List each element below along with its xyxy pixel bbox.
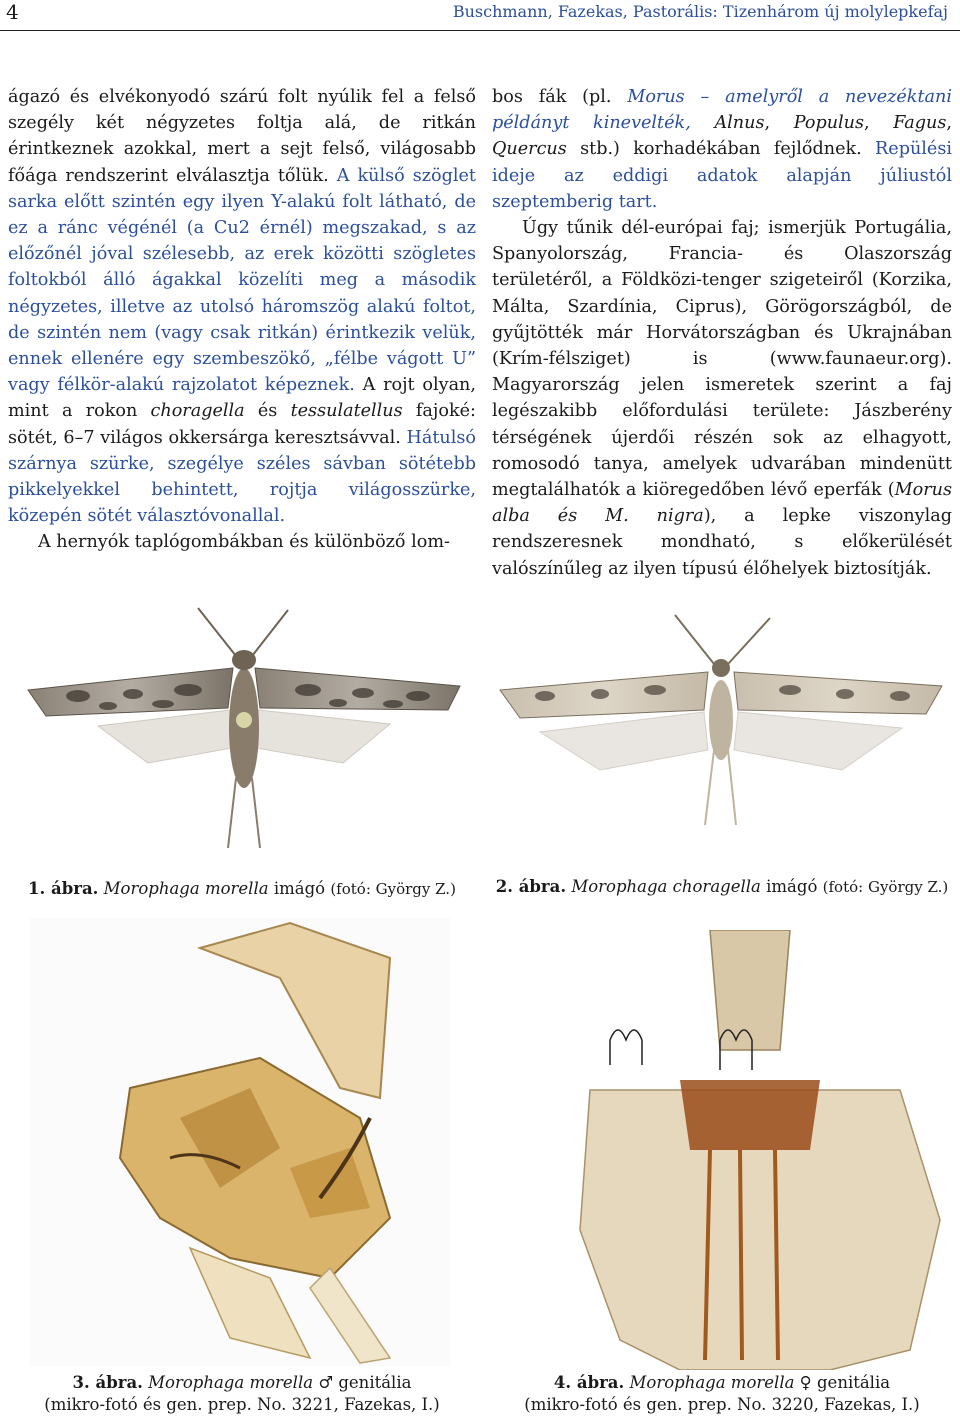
right-paragraph-1-run: , bbox=[946, 113, 953, 134]
left-paragraph-1-run: Hátulsó szárnya szürke, szegélye széles sávban sötétebb pikkelyekkel behintett, rojtja világosszürke, közepén sötét választóvonallal. bbox=[8, 427, 476, 527]
running-title: Buschmann, Fazekas, Pastorális: Tizenhárom új molylepkefaj bbox=[452, 2, 948, 21]
figure-2-caption: 2. ábra. Morophaga choragella imágó (fotó: György Z.) bbox=[495, 877, 949, 896]
right-paragraph-2-run: és bbox=[529, 506, 606, 527]
left-paragraph-1-run: A rojt olyan, mint a rokon bbox=[8, 375, 476, 422]
figure-2-moth-photo bbox=[490, 610, 952, 840]
right-paragraph-1-run: Alnus bbox=[714, 113, 765, 134]
right-paragraph-2-run: M. nigra bbox=[605, 506, 704, 527]
left-paragraph-1-run: choragella bbox=[150, 401, 245, 422]
right-paragraph-1-run: Morus bbox=[627, 87, 685, 107]
right-paragraph-1-run: Populus bbox=[793, 113, 865, 134]
right-paragraph-1-run: Fagus bbox=[893, 113, 947, 134]
right-column bbox=[492, 84, 952, 582]
right-paragraph-1-run: Quercus bbox=[492, 139, 567, 160]
right-paragraph-2-run: ), a lepke viszonylag rendszeresnek mondható, s előkerülését valószínűleg az ilyen típusú élőhelyek biztosítják. bbox=[492, 506, 952, 579]
right-paragraph-1 bbox=[492, 84, 952, 215]
right-paragraph-2-run: Úgy tűnik dél-európai faj; ismerjük Portugália, Spanyolország, Francia- és Olaszország területéről, a Földközi-tenger szigeteiről (Korzika, Málta, Szardínia, Ciprus), Görögországból, de gyűjtötték már Horvátországban és Ukrajnában (Krím-félsziget) is (www.faunaeur.org). bbox=[492, 218, 952, 370]
left-paragraph-1-run: ágazó és elvékonyodó szárú folt nyúlik fel a felső szegély két négyzetes foltja alá, de ritkán érintkeznek azokkal, mert a sejt felső, világosabb főága rendszerint elválasztja tőlük. bbox=[8, 87, 476, 186]
page-header bbox=[0, 0, 960, 31]
left-paragraph-1-run: tessulatellus bbox=[290, 401, 403, 422]
left-paragraph-1-run: fajoké: sötét, 6–7 világos okkersárga keresztsávval. bbox=[8, 401, 476, 448]
left-paragraph-1-run: A külső szöglet sarka előtt szintén egy ilyen Y-alakú folt látható, de ez a ránc végénél (a Cu2 érnél) megszakad, s az előzőnél jóval szélesebb, az erek közötti szögletes foltokból álló ágakkal közelíti meg a második négyzetes, illetve az utolsó háromszög alakú foltot, de szintén nem (vagy csak ritkán) érintkezik velük, ennek ellenére egy szembeszökő, „félbe vágott U” vagy félkör-alakú rajzolatot képeznek. bbox=[8, 165, 476, 396]
figure-1-caption: 1. ábra. Morophaga morella imágó (fotó: György Z.) bbox=[28, 879, 456, 898]
left-paragraph-1-run: és bbox=[244, 401, 291, 422]
figure-3-caption: 3. ábra. Morophaga morella ♂ genitália (mikro-fotó és gen. prep. No. 3221, Fazekas, I.) bbox=[44, 1373, 440, 1414]
left-paragraph-2: A hernyók taplógombákban és különböző lom- bbox=[38, 532, 450, 553]
right-paragraph-1-run: – amelyről a nevezéktani példányt kinevelték, bbox=[492, 87, 952, 134]
figure-1-moth-photo bbox=[18, 598, 470, 858]
right-paragraph-2 bbox=[492, 215, 952, 582]
left-paragraph-1 bbox=[8, 84, 476, 529]
right-paragraph-2-run: Morus alba bbox=[492, 480, 952, 527]
figure-3-genitalia-photo bbox=[30, 918, 450, 1366]
right-paragraph-1-run: , bbox=[764, 113, 794, 134]
figure-4-caption: 4. ábra. Morophaga morella ♀ genitália (mikro-fotó és gen. prep. No. 3220, Fazekas, I.) bbox=[524, 1373, 920, 1414]
figure-4-genitalia-photo bbox=[530, 930, 950, 1370]
right-paragraph-1-run: , bbox=[864, 113, 894, 134]
left-column bbox=[8, 84, 476, 556]
right-paragraph-1-run: bos fák (pl. bbox=[492, 87, 628, 107]
right-paragraph-1-run: stb.) korhadékában fejlődnek. bbox=[566, 139, 876, 160]
page-number: 4 bbox=[6, 0, 19, 24]
right-paragraph-2-run: Magyarország jelen ismeretek szerint a faj legészakibb előfordulási területe: Jászberény térségének újerdői részén sok az elhagyott, romosodó tanya, amelyek udvarában mindenütt megtalálhatók a kiöregedőben lévő eperfák ( bbox=[492, 375, 952, 501]
right-paragraph-1-run: Repülési ideje az eddigi adatok alapján júliustól szeptemberig tart. bbox=[492, 139, 952, 212]
